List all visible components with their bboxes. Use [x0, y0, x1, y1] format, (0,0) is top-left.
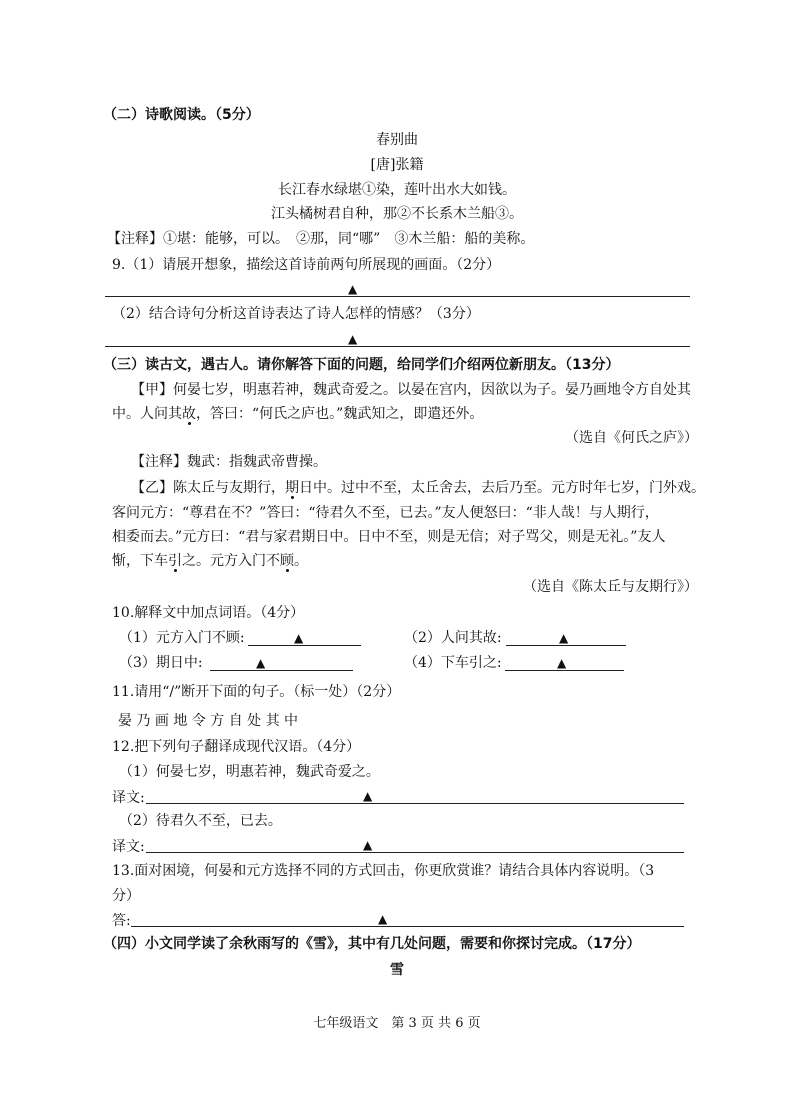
section4-title: 雪	[390, 962, 404, 978]
yi-source: （选自《陈太丘与友期行》）	[523, 579, 698, 595]
answer-mark: ▲	[363, 789, 373, 803]
yi-line-2: 客问元方：“尊君在不？”答曰：“待君久不至，已去。”友人便怒曰：“非人哉！与人期行，	[112, 505, 659, 521]
answer-mark: ▲	[256, 656, 266, 670]
poem-notes: 【注释】①堪：能够，可以。 ②那，同“哪” ③木兰船：船的美称。	[107, 231, 535, 247]
poem-line-2: 江头橘树君自种，那②不长系木兰船③。	[271, 206, 523, 222]
dotted-word: 顾	[280, 553, 294, 569]
dotted-word: 故	[182, 406, 196, 422]
q12-sentence-2: （2）待君久不至，已去。	[119, 813, 282, 829]
q10-item-3: （3）期日中:	[119, 655, 203, 671]
q12-title: 12.把下列句子翻译成现代汉语。（4分）	[112, 739, 361, 755]
text-span: ，答曰：“何氏之庐也。”魏武知之，即遣还外。	[196, 406, 484, 422]
answer-line[interactable]	[105, 346, 690, 347]
q9-part1: 9.（1）请展开想象，描绘这首诗前两句所展现的画面。（2分）	[112, 257, 501, 273]
dotted-word: 期	[285, 480, 299, 496]
answer-line[interactable]	[105, 296, 690, 297]
answer-line[interactable]	[146, 803, 684, 804]
text-span: 惭，下车	[112, 553, 168, 569]
q11-title: 11.请用“/”断开下面的句子。（标一处）（2分）	[112, 684, 401, 700]
jia-note: 【注释】魏武：指魏武帝曹操。	[131, 454, 327, 470]
page-footer: 七年级语文 第 3 页 共 6 页	[313, 1016, 481, 1031]
section4-heading: （四）小文同学读了余秋雨写的《雪》，其中有几处问题，需要和你探讨完成。（17分）	[103, 936, 641, 952]
q10-item-2: （2）人问其故:	[404, 630, 502, 646]
text-span: 之。元方入门不	[182, 553, 280, 569]
q13-line-1: 13.面对困境，何晏和元方选择不同的方式回击，你更欣赏谁？请结合具体内容说明。（3	[112, 863, 655, 879]
answer-line[interactable]	[131, 926, 684, 927]
jia-line-2	[112, 404, 483, 424]
q9-part2: （2）结合诗句分析这首诗表达了诗人怎样的情感？（3分）	[112, 306, 480, 322]
answer-line[interactable]	[248, 645, 361, 646]
q12-label-2: 译文:	[112, 839, 145, 855]
text-span: 。	[294, 553, 308, 569]
yi-line-4	[112, 551, 308, 571]
dotted-word: 引	[168, 553, 182, 569]
answer-mark: ▲	[348, 282, 358, 296]
yi-line-3: 相委而去。”元方曰：“君与家君期日中。日中不至，则是无信；对子骂父，则是无礼。”友人	[112, 529, 666, 545]
q13-answer-label: 答:	[112, 913, 131, 929]
answer-line[interactable]	[505, 670, 624, 671]
answer-mark: ▲	[559, 631, 569, 645]
q10-title: 10.解释文中加点词语。（4分）	[112, 605, 305, 621]
q11-sentence: 晏 乃 画 地 令 方 自 处 其 中	[118, 713, 299, 729]
answer-line[interactable]	[146, 852, 684, 853]
answer-line[interactable]	[506, 645, 626, 646]
text-span: 日中。过中不至，太丘舍去，去后乃至。元方时年七岁，门外戏。	[299, 480, 705, 496]
poem-author: [唐]张籍	[370, 157, 424, 173]
q13-line-2: 分）	[112, 888, 140, 904]
text-span: 中。人问其	[112, 406, 182, 422]
q10-item-1: （1）元方入门不顾:	[119, 630, 245, 646]
answer-mark: ▲	[378, 912, 388, 926]
section2-heading: （二）诗歌阅读。（5分）	[103, 107, 260, 123]
answer-line[interactable]	[210, 670, 353, 671]
answer-mark: ▲	[348, 332, 358, 346]
q12-label-1: 译文:	[112, 790, 145, 806]
answer-mark: ▲	[557, 656, 567, 670]
jia-source: （选自《何氏之庐》）	[565, 430, 698, 446]
q10-item-4: （4）下车引之:	[404, 655, 502, 671]
poem-line-1: 长江春水绿堪①染，莲叶出水大如钱。	[278, 182, 516, 198]
jia-line-1: 【甲】何晏七岁，明惠若神，魏武奇爱之。以晏在宫内，因欲以为子。晏乃画地令方自处其	[131, 382, 691, 398]
answer-mark: ▲	[363, 838, 373, 852]
section3-heading: （三）读古文，遇古人。请你解答下面的问题，给同学们介绍两位新朋友。（13分）	[103, 357, 620, 373]
answer-mark: ▲	[294, 631, 304, 645]
text-span: 【乙】陈太丘与友期行，	[131, 480, 285, 496]
q12-sentence-1: （1）何晏七岁，明惠若神，魏武奇爱之。	[119, 764, 380, 780]
yi-line-1	[131, 478, 705, 498]
poem-title: 春别曲	[376, 132, 418, 148]
